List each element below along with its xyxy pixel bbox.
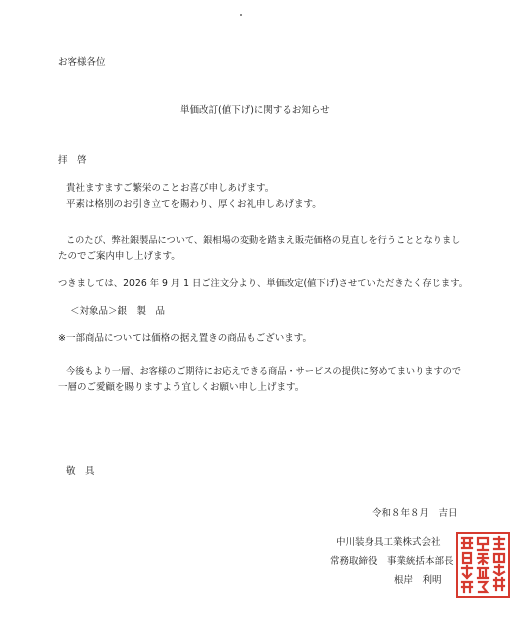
body-paragraph-1-line-1: このたび、弊社銀製品について、銀相場の変動を踏まえ販売価格の見直しを行うこととなりまし [66,235,461,246]
note: ※一部商品については価格の据え置きの商品もございます。 [58,333,313,344]
closing-line-2: 一層のご愛顧を賜りますよう宜しくお願い申し上げます。 [58,382,305,393]
target-products: ＜対象品＞銀 製 品 [70,306,166,317]
greeting-line-2: 平素は格別のお引き立てを賜わり、厚くお礼申しあげます。 [66,199,322,210]
document-title: 単価改訂(値下げ)に関するお知らせ [180,105,330,116]
scan-speck [240,14,242,16]
company-name: 中川装身具工業株式会社 [336,537,441,548]
date: 令和８年８月 吉日 [372,508,458,519]
seal-glyphs [458,534,508,596]
signer-position: 常務取締役 事業統括本部長 [330,556,454,567]
body-paragraph-1-line-2: たのでご案内申し上げます。 [58,251,181,262]
closing-line-1: 今後もより一層、お客様のご期待にお応えできる商品・サービスの提供に努めてまいりますので [66,366,462,377]
complimentary-close: 敬 具 [66,466,95,477]
company-seal [456,532,510,598]
greeting-line-1: 貴社ますますご繁栄のことお喜び申しあげます。 [66,183,275,194]
addressee: お客様各位 [58,57,106,68]
signer-name: 根岸 利明 [394,575,442,586]
body-paragraph-2: つきましては、2026 年 9 月 1 日ご注文分より、単価改定(値下げ)させていただきたく存じます。 [58,278,469,289]
salutation: 拝 啓 [58,155,87,166]
